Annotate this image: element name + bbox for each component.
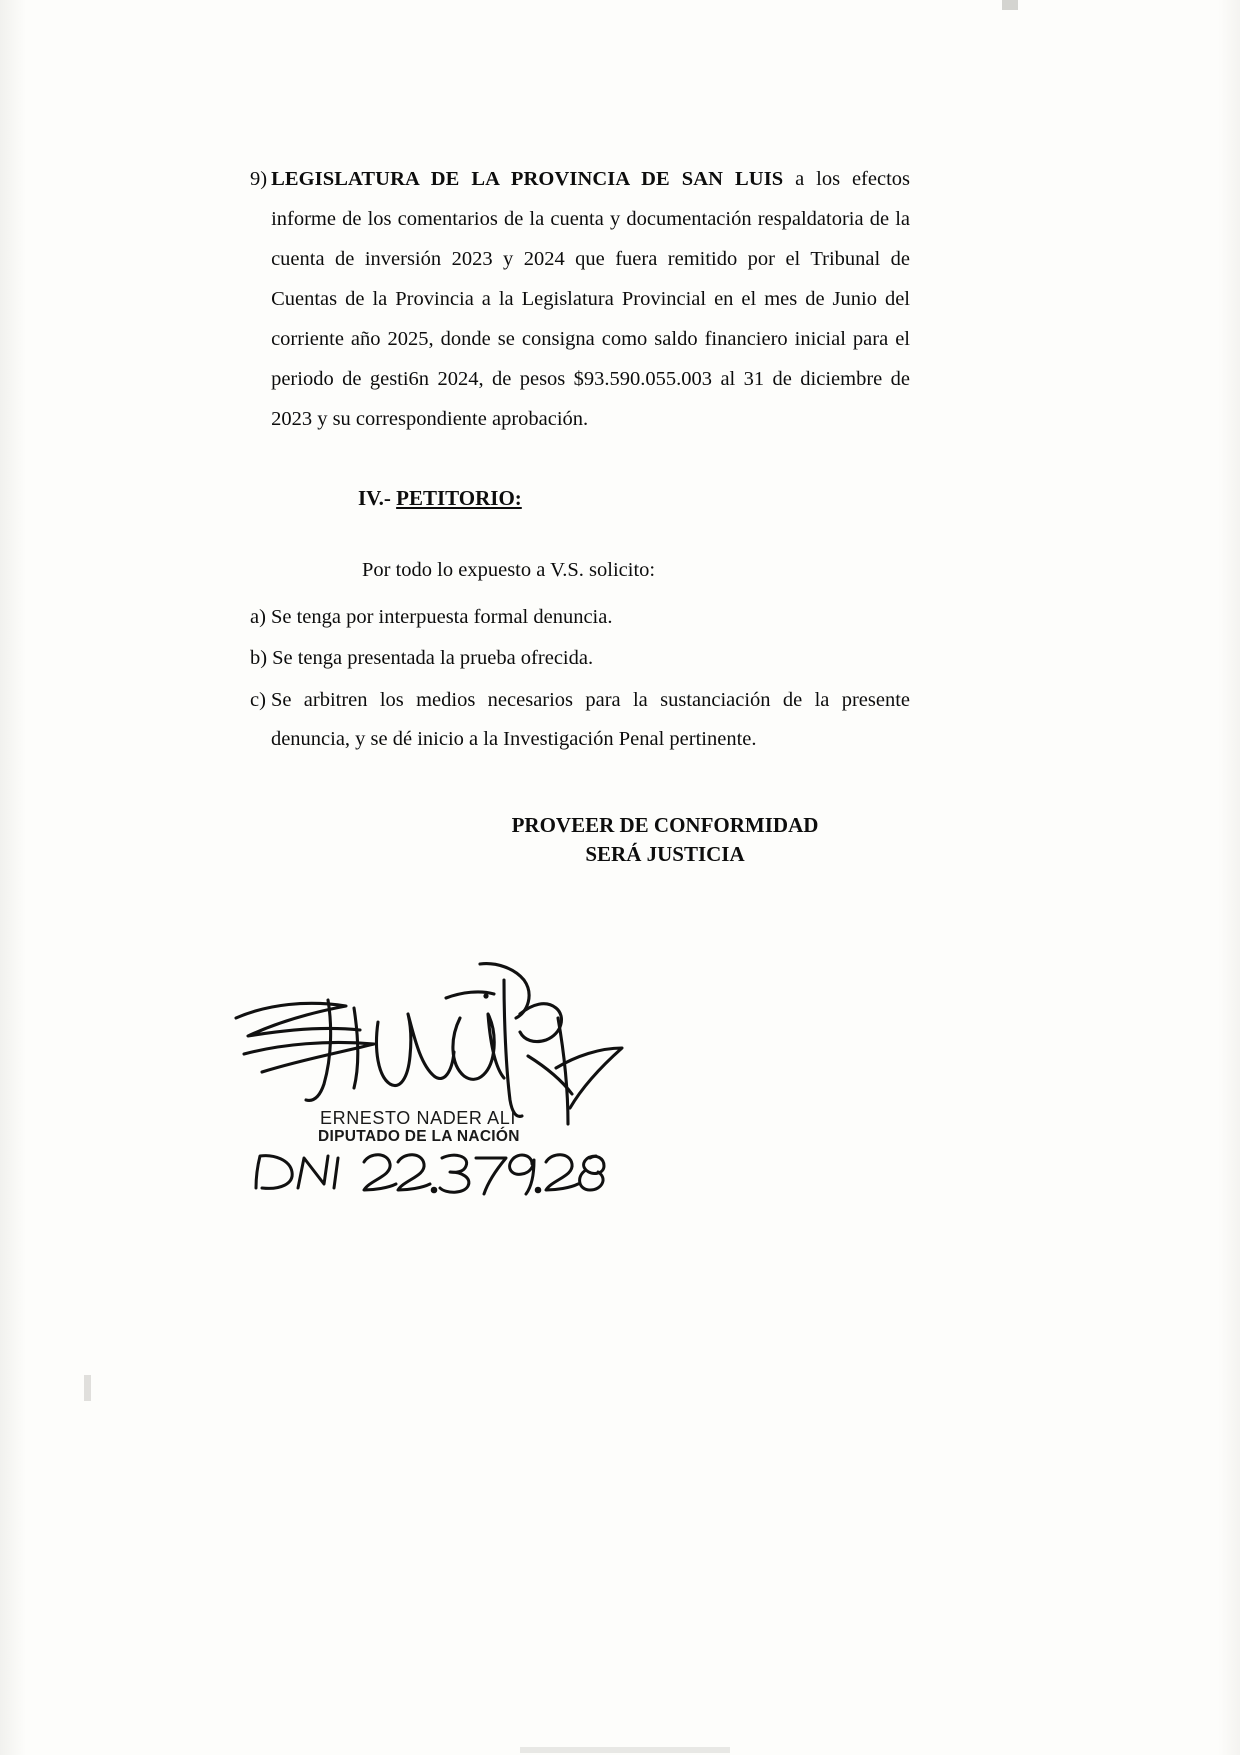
closing-line-2: SERÁ JUSTICIA bbox=[585, 841, 745, 866]
scan-artifact-top bbox=[1002, 0, 1018, 10]
scan-artifact-bottom bbox=[520, 1747, 730, 1753]
item-text bbox=[271, 160, 910, 440]
item-bold-lead: LEGISLATURA DE LA PROVINCIA DE SAN LUIS bbox=[271, 168, 784, 190]
scan-artifact-side bbox=[84, 1375, 91, 1401]
section-number: IV.- bbox=[358, 485, 397, 510]
handwritten-dni bbox=[246, 1146, 626, 1206]
list-item-text: Se tenga por interpuesta formal denuncia. bbox=[270, 605, 613, 628]
list-item bbox=[250, 681, 910, 760]
list-item bbox=[250, 598, 910, 637]
petitorio-list bbox=[250, 598, 910, 759]
signature-name: ERNESTO NADER ALI bbox=[320, 1108, 516, 1128]
list-item-marker: a) bbox=[250, 605, 266, 628]
list-item-marker: b) bbox=[250, 647, 268, 670]
closing-line-1: PROVEER DE CONFORMIDAD bbox=[511, 813, 819, 838]
numbered-item-9 bbox=[250, 160, 910, 440]
list-item-marker: c) bbox=[250, 688, 266, 711]
scan-edge-left bbox=[0, 0, 26, 1755]
list-item-text: Se tenga presentada la prueba ofrecida. bbox=[272, 647, 594, 670]
item-marker: 9) bbox=[250, 168, 268, 190]
section-heading bbox=[358, 486, 910, 511]
signature-area bbox=[228, 960, 698, 1210]
signature-role: DIPUTADO DE LA NACIÓN bbox=[318, 1128, 520, 1145]
list-item-text: Se arbitren los medios necesarios para la sustanciación de la presente denuncia, y se dé inicio a la Investigación Penal pertinente. bbox=[270, 688, 910, 750]
scan-edge-right bbox=[1218, 0, 1240, 1755]
item-rest: a los efectos informe de los comentarios de la cuenta y documentación respaldatoria de la cuenta de inversión 2023 y 2024 que fuera remitido por el Tribunal de Cuentas de la Provincia a la Legislatura Provincial en el mes de Junio del corriente año 2025, donde se consigna como saldo financiero inicial para el periodo de gesti6n 2024, de pesos $93.590.055.003 al 31 de diciembre de 2023 y su correspondiente aprobación. bbox=[271, 168, 910, 430]
list-item bbox=[250, 639, 910, 678]
closing-block bbox=[250, 811, 910, 868]
section-title: PETITORIO: bbox=[396, 485, 522, 510]
petitorio-intro: Por todo lo expuesto a V.S. solicito: bbox=[362, 558, 656, 581]
document-body bbox=[250, 160, 910, 868]
